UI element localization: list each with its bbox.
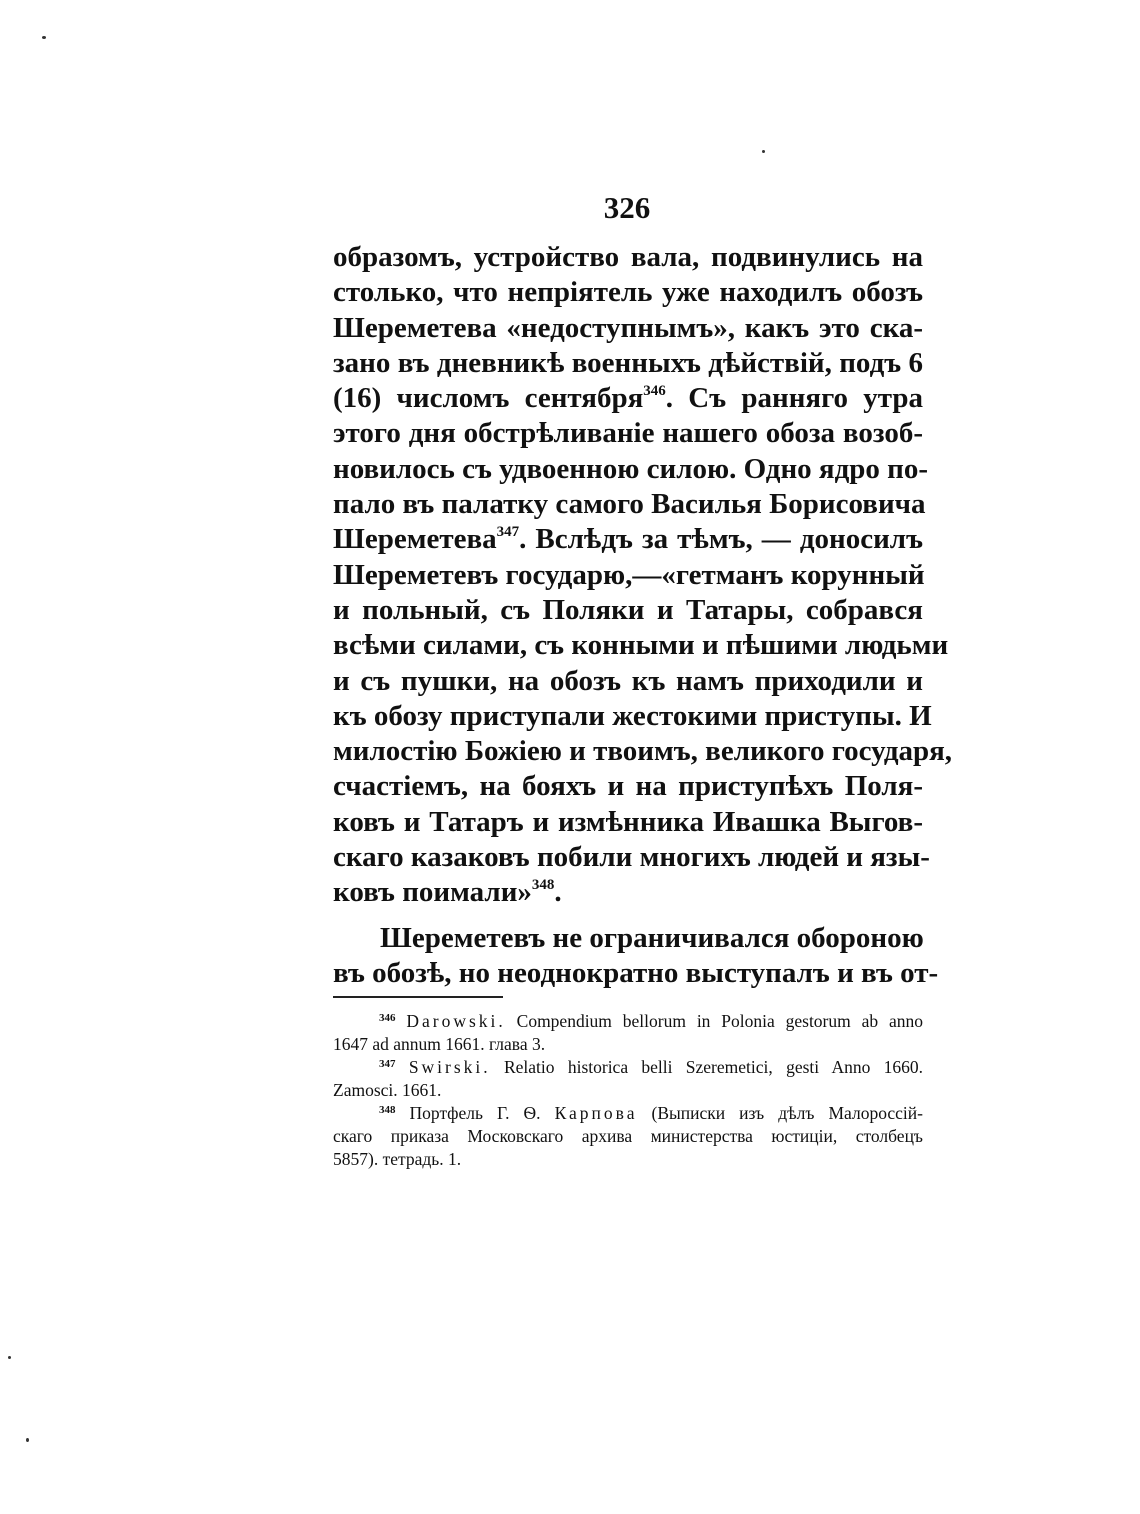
body-line-14: къ обозу приступали жестокими приступы. И: [333, 699, 932, 732]
footnote-347-title: Relatio historica belli Szeremetici, gesti Anno 1660.: [503, 1057, 924, 1077]
body-line-8: пало въ палатку самого Василья Борисовича: [333, 488, 926, 521]
body-line-9: [333, 522, 923, 557]
scan-speck: [42, 36, 46, 39]
footnote-ref-346: 346: [643, 383, 666, 400]
body-line-16: счастіемъ, на бояхъ и на приступѣхъ Поля-: [333, 770, 923, 803]
footnote-347-author: Swirski.: [408, 1057, 491, 1077]
footnote-ref-347: 347: [496, 524, 520, 541]
body-line-4: зано въ дневникѣ военныхъ дѣйствій, подъ 6: [333, 346, 923, 379]
body-line-18: скаго казаковъ побили многихъ людей и язы-: [333, 841, 930, 874]
body-line-5-tail: . Съ ранняго утра: [665, 382, 923, 415]
body-line-5-text: (16) числомъ сентября: [333, 382, 644, 415]
footnote-347-mark: 347: [379, 1058, 396, 1070]
footnote-divider: [333, 996, 503, 998]
footnote-346-mark: 346: [379, 1012, 396, 1024]
footnote-346-line-1: [333, 1010, 923, 1033]
footnote-348-line-1: [333, 1102, 923, 1125]
body-line-2: столько, что непріятель уже находилъ обозъ: [333, 276, 923, 309]
footnote-348-lead: Портфель Г. Ѳ.: [409, 1103, 541, 1123]
body-line-9-text: Шереметева: [333, 523, 497, 556]
body-line-3: Шереметева «недоступнымъ», какъ это ска-: [333, 311, 923, 344]
body-line-11: и польный, съ Поляки и Татары, собрався: [333, 593, 923, 626]
scan-speck: [26, 1438, 29, 1442]
footnotes: [333, 1010, 923, 1171]
footnote-348-line-3: 5857). тетрадь. 1.: [333, 1149, 462, 1169]
body-line-1: образомъ, устройство вала, подвинулись на: [333, 241, 923, 273]
body-line-15: милостію Божіею и твоимъ, великого государя,: [333, 735, 953, 768]
footnote-346-title: Compendium bellorum in Polonia gestorum ab anno: [516, 1011, 923, 1031]
body-line-12: всѣми силами, съ конными и пѣшими людьми: [333, 629, 949, 662]
body-line-5: [333, 381, 923, 416]
footnote-348-mark: 348: [379, 1104, 396, 1116]
footnote-346-author: Darowski.: [406, 1011, 506, 1031]
body-line-19-text: ковъ поимали»: [333, 876, 532, 909]
body-line-13: и съ пушки, на обозъ къ намъ приходили и: [333, 664, 923, 697]
footnote-348-title: (Выписки изъ дѣлъ Малороссій-: [651, 1103, 923, 1123]
body-line-7: новилось съ удвоенною силою. Одно ядро по-: [333, 452, 929, 485]
page-number: 326: [603, 190, 651, 225]
para2-line-2: въ обозѣ, но неоднократно выступалъ и въ от-: [333, 956, 939, 989]
body-line-19-period: .: [554, 876, 562, 909]
footnote-346-line-2: 1647 ad annum 1661. глава 3.: [333, 1034, 546, 1054]
scan-speck: [762, 150, 765, 153]
footnote-347-line-2: Zamosci. 1661.: [333, 1080, 442, 1100]
footnote-ref-348: 348: [531, 877, 555, 894]
footnote-348-line-2: скаго приказа Московскаго архива министерства юстиціи, столбецъ: [333, 1126, 923, 1146]
para2-line-1: Шереметевъ не ограничивался обороною: [380, 921, 924, 954]
scan-speck: [8, 1356, 11, 1359]
footnote-348-author: Карпова: [554, 1103, 638, 1123]
body-line-6: этого дня обстрѣливаніе нашего обоза возоб-: [333, 417, 923, 450]
main-text: [333, 240, 953, 991]
footnote-347-line-1: [333, 1056, 923, 1079]
body-line-19: [333, 875, 923, 910]
body-line-17: ковъ и Татаръ и измѣнника Ивашка Выгов-: [333, 805, 923, 838]
body-line-10: Шереметевъ государю,—«гетманъ корунный: [333, 558, 925, 591]
body-line-9-tail: . Вслѣдъ за тѣмъ, — доносилъ: [519, 523, 923, 556]
paragraph-gap: [333, 911, 923, 921]
